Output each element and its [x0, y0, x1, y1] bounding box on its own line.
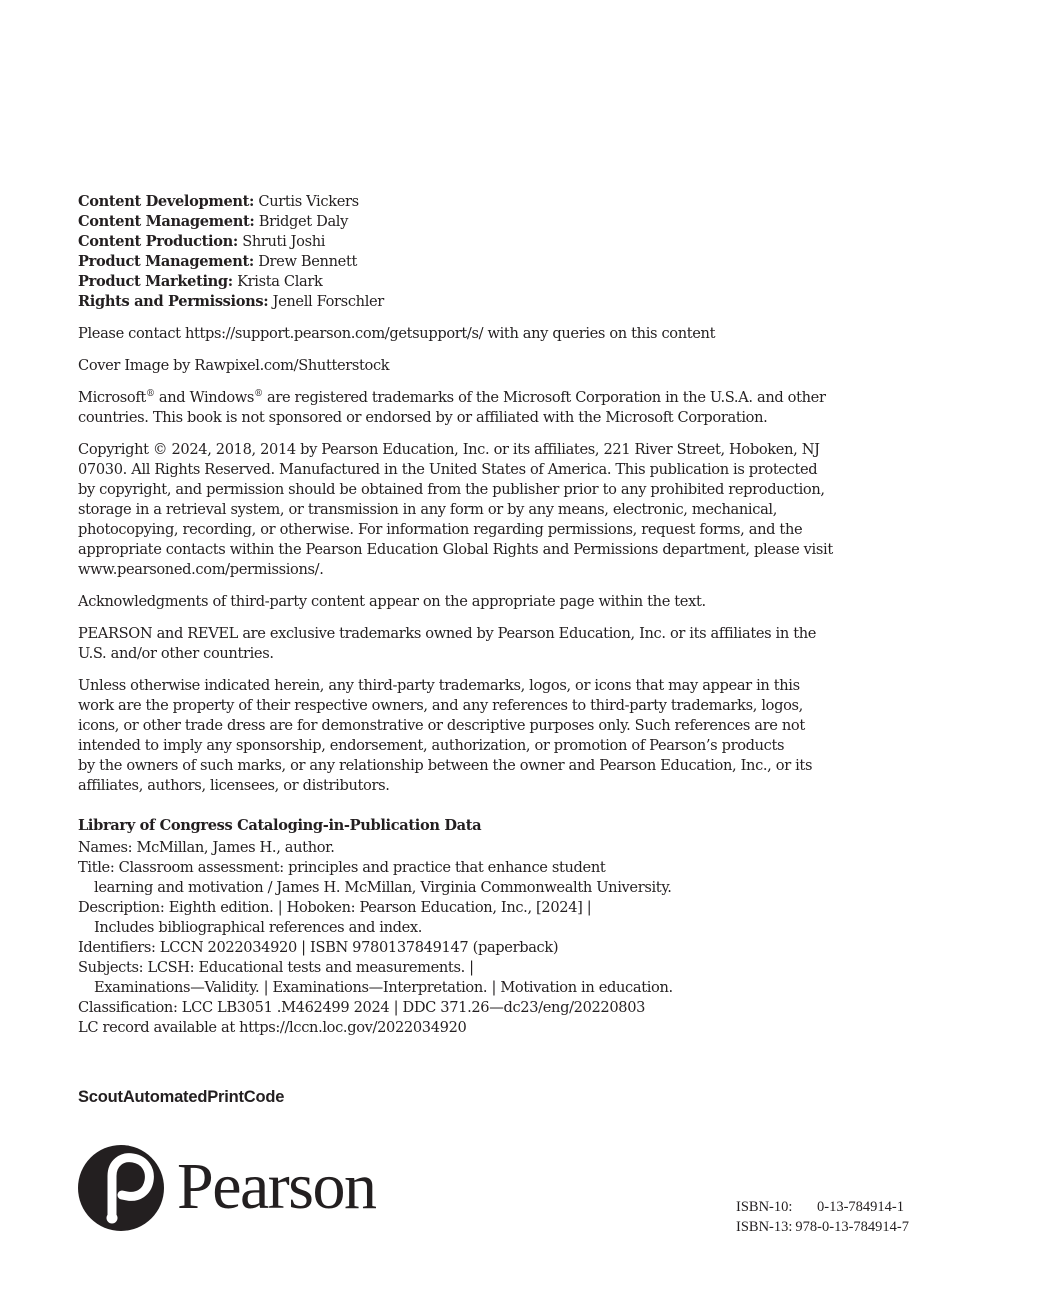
credits-list — [78, 192, 858, 312]
print-code: ScoutAutomatedPrintCode — [78, 1088, 285, 1106]
cip-block: Library of Congress Cataloging-in-Publication Data Names: McMillan, James H., author. Title: Classroom assessment: principles and practice that enhance student learning and motivation / James H. McMillan, Virginia Commonwealth University. Description: Eighth edition. | Hoboken: Pearson Education, Inc., [2024] | Includes bibliographical references and index. Identifiers: LCCN 2022034920 | ISBN 9780137849147 (paperback) Subjects: LCSH: Educational tests and measurements. | Examinations—Validity. | Examinations—Interpretation. | Motivation in education. Classification: LCC LB3051 .M462499 2024 | DDC 371.26—dc23/eng/20220803 LC record available at https://lccn.loc.gov/2022034920 — [78, 816, 858, 1038]
pearson-trademark-notice: PEARSON and REVEL are exclusive trademarks owned by Pearson Education, Inc. or its affiliates in the U.S. and/or other countries. — [78, 625, 817, 662]
credit-row: Content Development: Curtis Vickers — [78, 193, 359, 210]
contact-line: Please contact https://support.pearson.com/getsupport/s/ with any queries on this content — [78, 325, 716, 342]
credit-row: Product Management: Drew Bennett — [78, 253, 357, 270]
pearson-logo — [78, 1140, 398, 1236]
acknowledgments-line: Acknowledgments of third-party content appear on the appropriate page within the text. — [78, 593, 706, 610]
credit-row: Rights and Permissions: Jenell Forschler — [78, 293, 384, 310]
isbn-13: ISBN-13: 978-0-13-784914-7 — [736, 1219, 909, 1235]
credit-row: Content Production: Shruti Joshi — [78, 233, 326, 250]
trademark-notice: Microsoft® and Windows® are registered trademarks of the Microsoft Corporation in the U.S.A. and other countries. This book is not sponsored or endorsed by or affiliated with the Microsoft Corporation. — [78, 389, 826, 426]
isbn-10: ISBN-10: 0-13-784914-1 — [736, 1199, 904, 1215]
copyright-notice: Copyright © 2024, 2018, 2014 by Pearson Education, Inc. or its affiliates, 221 River Street, Hoboken, NJ 07030. All Rights Reserved. Manufactured in the United States of America. This publication is protected by copyright, and permission should be obtained from the publisher prior to any prohibited reproduction, storage in a retrieval system, or transmission in any form or by any means, electronic, mechanical, photocopying, recording, or otherwise. For information regarding permissions, request forms, and the appropriate contacts within the Pearson Education Global Rights and Permissions department, please visit www.pearsoned.com/permissions/. — [78, 441, 833, 578]
pearson-wordmark: Pearson — [177, 1150, 376, 1223]
pearson-p-icon — [78, 1140, 166, 1236]
cover-image-credit: Cover Image by Rawpixel.com/Shutterstock — [78, 357, 390, 374]
cip-heading: Library of Congress Cataloging-in-Publication Data — [78, 817, 482, 834]
credit-row: Product Marketing: Krista Clark — [78, 273, 323, 290]
third-party-notice: Unless otherwise indicated herein, any third-party trademarks, logos, or icons that may appear in this work are the property of their respective owners, and any references to third-party trademarks, logos, icons, or other trade dress are for demonstrative or descriptive purposes only. Such references are not intended to imply any sponsorship, endorsement, authorization, or promotion of Pearson’s products by the owners of such marks, or any relationship between the owner and Pearson Education, Inc., or its affiliates, authors, licensees, or distributors. — [78, 677, 813, 794]
credit-row: Content Management: Bridget Daly — [78, 213, 349, 230]
